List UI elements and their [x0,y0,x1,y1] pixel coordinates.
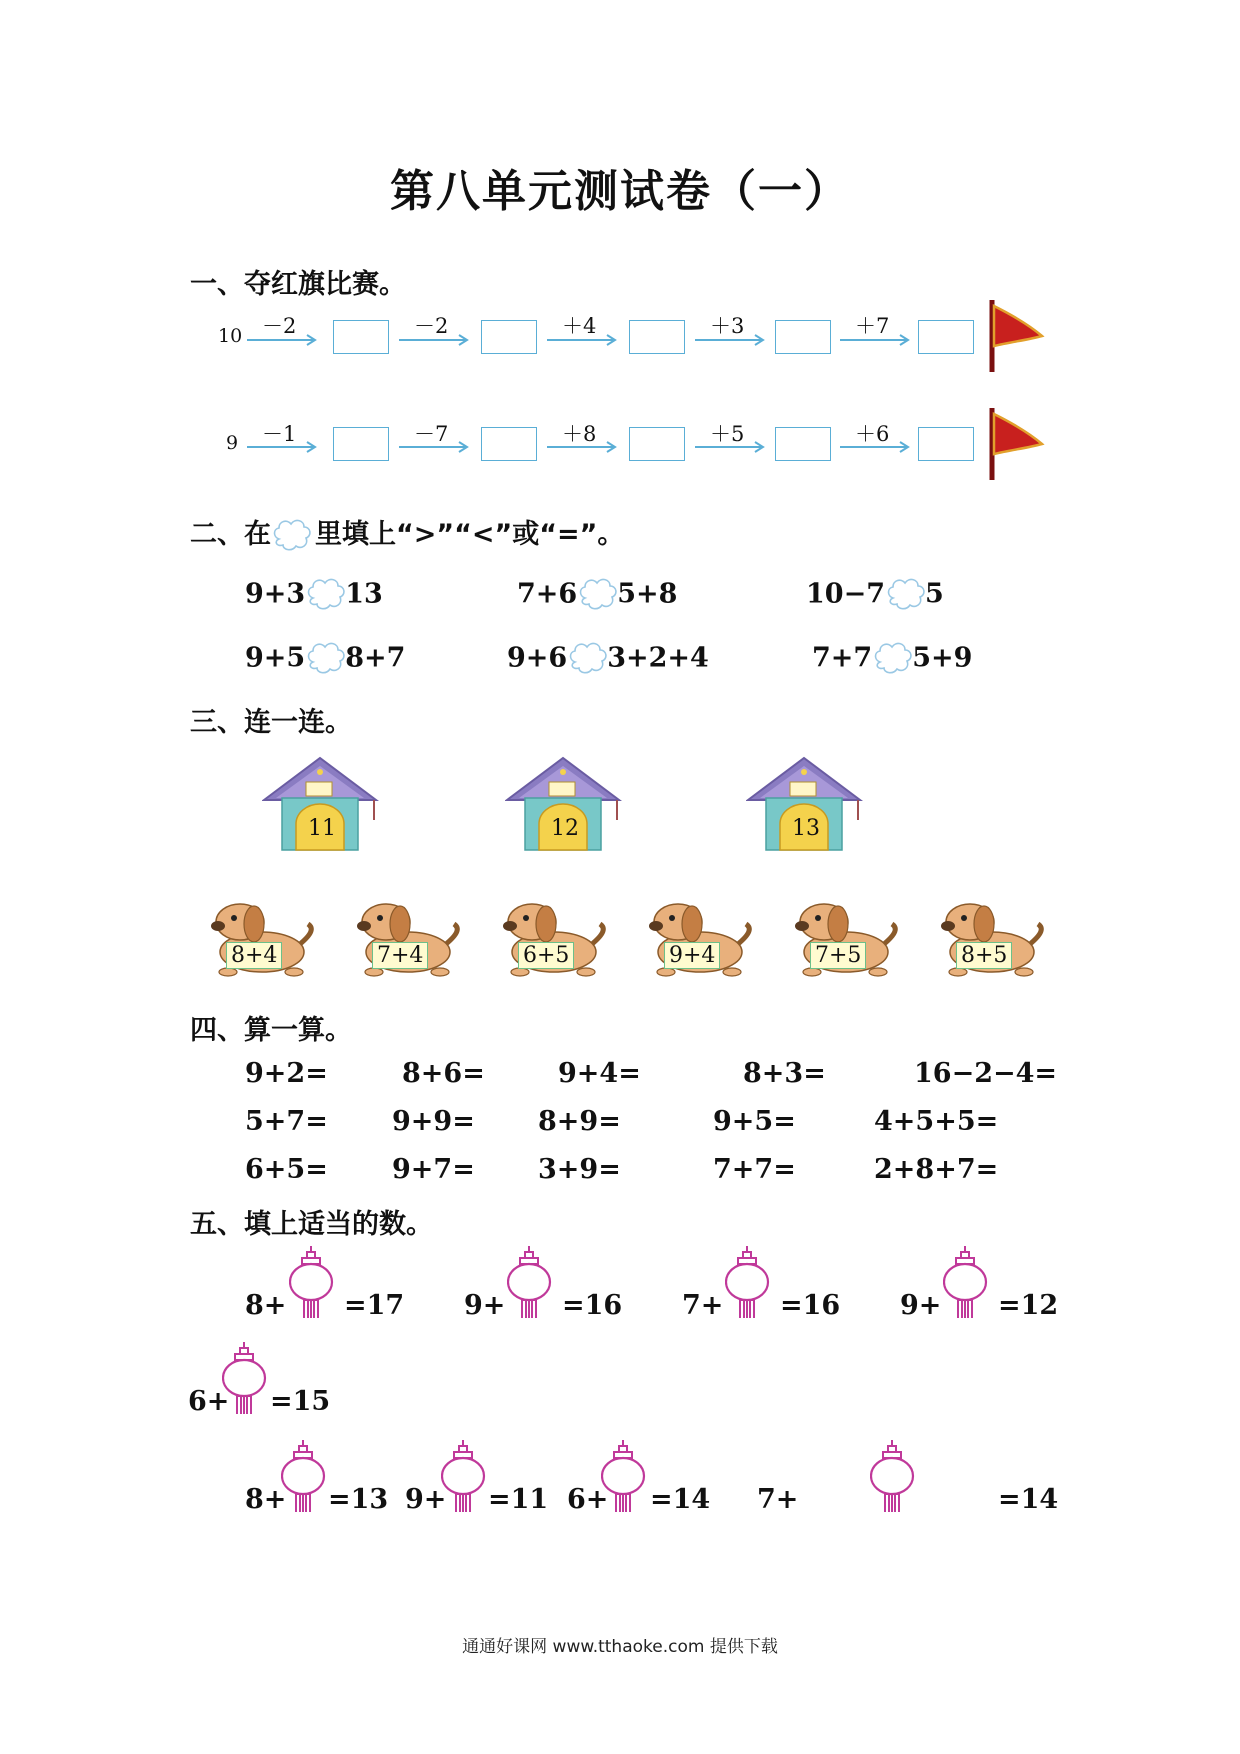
house-1[interactable] [262,752,382,856]
dog-4[interactable] [640,900,756,980]
compare-right: 3+2+4 [607,642,709,674]
section-4-heading: 四、算一算。 [190,1015,352,1046]
compare-item-4 [245,640,405,678]
lantern-9-left: 7+ [757,1484,799,1515]
lantern-4-right: =12 [998,1290,1059,1321]
section-1-heading: 一、夺红旗比赛。 [190,269,406,300]
compare-left: 9+6 [507,642,568,674]
lantern-1-right: =17 [344,1290,405,1321]
compare-right: 13 [345,578,383,610]
section-3-heading: 三、连一连。 [190,707,352,738]
lantern-8-right: =14 [650,1484,711,1515]
race-row-2-op-2: －7 [414,422,449,446]
compare-left: 7+6 [517,578,578,610]
race-row-2-op-1: －1 [262,422,297,446]
section-2-heading [190,512,624,555]
lantern-1-left: 8+ [245,1290,287,1321]
race-row-1-start: 10 [218,325,243,347]
compare-item-5 [507,640,709,678]
calc-item[interactable]: 9+2= [245,1058,328,1089]
calc-item[interactable]: 2+8+7= [874,1154,999,1185]
compare-item-6 [812,640,972,678]
race-row-1-box-3[interactable] [629,320,685,354]
calc-item[interactable]: 6+5= [245,1154,328,1185]
footer-credit: 通通好课网 www.tthaoke.com 提供下载 [462,1637,778,1657]
dog-label: 8+4 [226,942,282,969]
dog-label: 8+5 [956,942,1012,969]
lantern-9-right: =14 [998,1484,1059,1515]
lantern-6-left: 8+ [245,1484,287,1515]
dog-1[interactable] [202,900,318,980]
race-row-1-box-4[interactable] [775,320,831,354]
lantern-7-left: 9+ [405,1484,447,1515]
calc-item[interactable]: 9+9= [392,1106,475,1137]
page-title: 第八单元测试卷（一） [390,166,850,217]
lantern-blank[interactable] [943,1244,989,1322]
race-row-2-op-5: ＋6 [855,422,890,446]
calc-item[interactable]: 16−2−4= [914,1058,1058,1089]
race-row-1-box-5[interactable] [918,320,974,354]
lantern-blank[interactable] [281,1438,327,1516]
cloud-blank[interactable] [305,576,345,614]
compare-item-1 [245,576,383,614]
race-row-2-box-1[interactable] [333,427,389,461]
dog-6[interactable] [932,900,1048,980]
lantern-7-right: =11 [488,1484,549,1515]
cloud-blank[interactable] [305,640,345,678]
lantern-blank[interactable] [870,1438,916,1516]
lantern-blank[interactable] [601,1438,647,1516]
compare-item-2 [517,576,677,614]
race-row-2-box-3[interactable] [629,427,685,461]
house-number: 11 [308,816,336,841]
section-2-prefix: 二、在 [190,519,271,550]
lantern-blank[interactable] [441,1438,487,1516]
house-number: 12 [551,816,579,841]
lantern-3-left: 7+ [682,1290,724,1321]
dog-label: 9+4 [664,942,720,969]
compare-right: 8+7 [345,642,406,674]
lantern-5-left: 6+ [188,1386,230,1417]
cloud-icon [271,517,315,555]
race-row-1-op-3: ＋4 [562,314,597,338]
house-3[interactable] [746,752,866,856]
race-row-1-op-2: －2 [414,314,449,338]
compare-left: 9+3 [245,578,306,610]
race-row-2-op-4: ＋5 [710,422,745,446]
lantern-blank[interactable] [725,1244,771,1322]
lantern-2-left: 9+ [464,1290,506,1321]
cloud-blank[interactable] [885,576,925,614]
dog-label: 7+4 [372,942,428,969]
lantern-6-right: =13 [328,1484,389,1515]
calc-item[interactable]: 9+5= [713,1106,796,1137]
calc-item[interactable]: 4+5+5= [874,1106,999,1137]
dog-label: 6+5 [518,942,574,969]
lantern-3-right: =16 [780,1290,841,1321]
calc-item[interactable]: 3+9= [538,1154,621,1185]
calc-item[interactable]: 8+3= [743,1058,826,1089]
race-row-1-op-4: ＋3 [710,314,745,338]
compare-left: 9+5 [245,642,306,674]
lantern-4-left: 9+ [900,1290,942,1321]
lantern-5-right: =15 [270,1386,331,1417]
calc-item[interactable]: 9+4= [558,1058,641,1089]
section-5-heading: 五、填上适当的数。 [190,1209,433,1240]
dog-label: 7+5 [810,942,866,969]
race-row-2-box-5[interactable] [918,427,974,461]
calc-item[interactable]: 8+9= [538,1106,621,1137]
calc-item[interactable]: 9+7= [392,1154,475,1185]
house-2[interactable] [505,752,625,856]
race-row-1-box-2[interactable] [481,320,537,354]
calc-item[interactable]: 5+7= [245,1106,328,1137]
cloud-blank[interactable] [567,640,607,678]
lantern-blank[interactable] [222,1340,268,1418]
red-flag-icon [988,408,1050,484]
calc-item[interactable]: 8+6= [402,1058,485,1089]
dog-3[interactable] [494,900,610,980]
cloud-blank[interactable] [577,576,617,614]
compare-left: 10−7 [806,578,885,610]
red-flag-icon [988,300,1050,376]
compare-right: 5+9 [912,642,973,674]
compare-left: 7+7 [812,642,873,674]
race-row-1-op-1: －2 [262,314,297,338]
compare-right: 5 [924,578,944,610]
dog-2[interactable] [348,900,464,980]
house-number: 13 [792,816,820,841]
compare-right: 5+8 [617,578,678,610]
lantern-blank[interactable] [507,1244,553,1322]
section-2-suffix: 里填上“>”“<”或“=”。 [315,519,625,550]
race-row-2-box-2[interactable] [481,427,537,461]
cloud-blank[interactable] [872,640,912,678]
dog-5[interactable] [786,900,902,980]
lantern-8-left: 6+ [567,1484,609,1515]
race-row-2-start: 9 [226,432,239,454]
lantern-2-right: =16 [562,1290,623,1321]
calc-item[interactable]: 7+7= [713,1154,796,1185]
lantern-blank[interactable] [289,1244,335,1322]
race-row-2-op-3: ＋8 [562,422,597,446]
race-row-2-box-4[interactable] [775,427,831,461]
compare-item-3 [806,576,944,614]
race-row-1-box-1[interactable] [333,320,389,354]
race-row-1-op-5: ＋7 [855,314,890,338]
